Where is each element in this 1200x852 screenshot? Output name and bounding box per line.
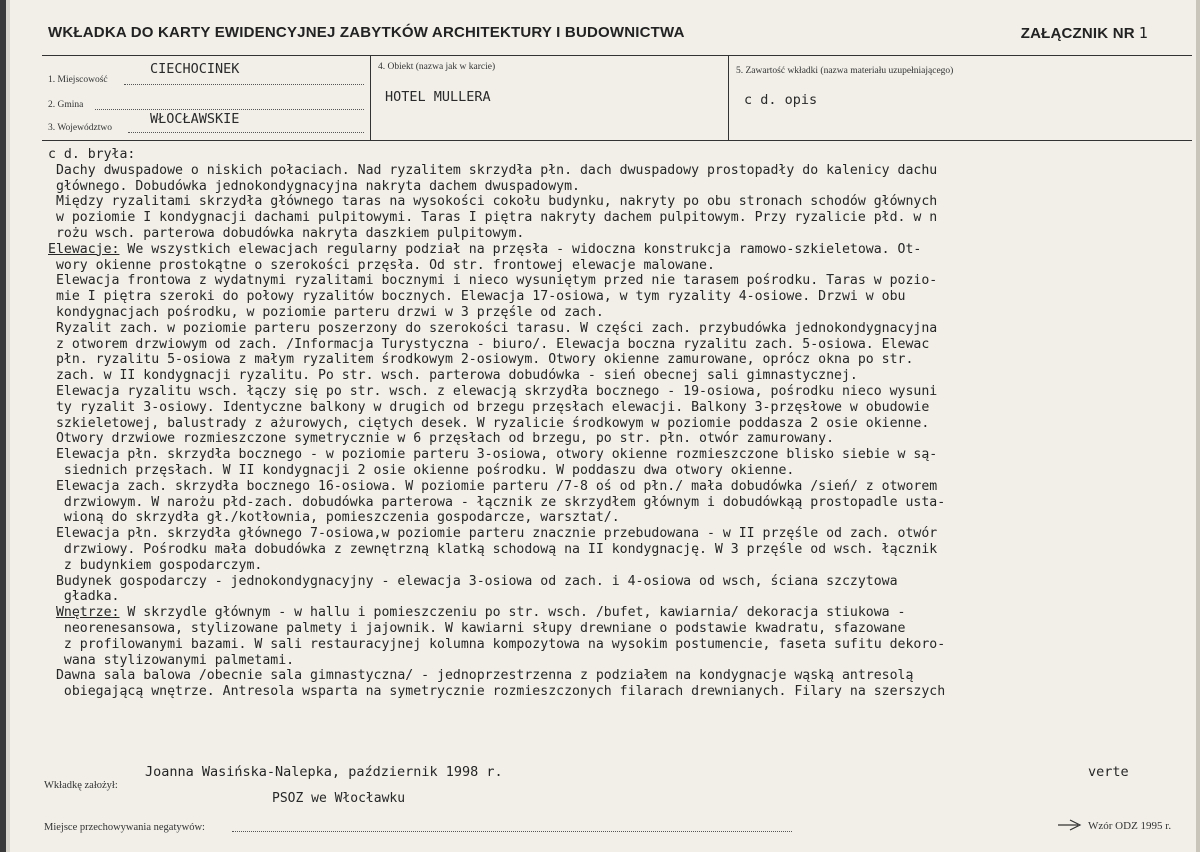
form-header: [48, 18, 1188, 48]
text-line: Elewacja płn. skrzydła bocznego - w poziomie parteru 3-osiowa, otwory okienne rozmieszczone blisko siebie w są-: [48, 447, 938, 463]
text-line: c d. bryła:: [48, 147, 136, 162]
text-line: Elewacja ryzalitu wsch. łączy się po str. wsch. z elewacją skrzydła bocznego - 19-osiowa, pośrodku nieco wysuni: [48, 383, 938, 399]
scan-edge-right: [1196, 0, 1200, 852]
verte-note: verte: [1088, 764, 1129, 780]
scan-edge-shade: [6, 0, 10, 852]
field-bottom-border: [42, 140, 1192, 141]
annex-number: 1: [1138, 24, 1148, 42]
text-line: Dachy dwuspadowe o niskich połaciach. Nad ryzalitem skrzydła płn. dach dwuspadowy prostopadły do kalenicy dachu: [48, 162, 938, 178]
field3-dots: [128, 132, 364, 133]
field1-label: 1. Miejscowość: [48, 75, 108, 85]
text-line: z budynkiem gospodarczym.: [48, 557, 263, 573]
text-line: Ryzalit zach. w poziomie parteru poszerzony do szerokości tarasu. W części zach. przybudówka jednokondygnacyjna: [48, 320, 938, 336]
annex-label-text: ZAŁĄCZNIK NR: [1020, 25, 1135, 42]
text-line: obiegającą wnętrze. Antresola wsparta na symetrycznie rozmieszczonych filarach drewnianych. Filary na szerszych: [48, 684, 946, 700]
annex-label: [1021, 24, 1148, 42]
text-line: Elewacja zach. skrzydła bocznego 16-osiowa. W poziomie parteru /7-8 oś od płn./ mała dobudówka /sień/ z otworem: [48, 478, 938, 494]
text-line: szkieletowej, balustrady z ażurowych, ciętych desek. W ryzalicie środkowym w poziomie poddasza 2 osie okienne.: [48, 415, 930, 431]
field5-label: 5. Zawartość wkładki (nazwa materiału uzupełniającego): [736, 66, 954, 76]
field4-value: HOTEL MULLERA: [385, 89, 491, 105]
text-line: płn. ryzalitu 5-osiowa z małym ryzalitem środkowym 2-osiowym. Otwory okienne zamurowane, oprócz okna po str.: [48, 352, 914, 368]
text-line: z profilowanymi bazami. W sali restauracyjnej kolumna kompozytowa na wysokim postumencie, faseta sufitu dekoro-: [48, 636, 946, 652]
text-line: Elewacje: We wszystkich elewacjach regularny podział na przęsła - widoczna konstrukcja ramowo-szkieletowa. Ot-: [48, 241, 922, 257]
field4-label: 4. Obiekt (nazwa jak w karcie): [378, 62, 496, 72]
text-line: zach. w II kondygnacji ryzalitu. Po str. wsch. parterowa dobudówka - sień obecnej sali gimnastycznej.: [48, 368, 858, 384]
field3-value: WŁOCŁAWSKIE: [150, 111, 240, 127]
field1-value: CIECHOCINEK: [150, 61, 240, 77]
field-divider-1: [370, 55, 371, 140]
author-value: Joanna Wasińska-Nalepka, październik 1998 r.: [145, 764, 503, 780]
form-title: WKŁADKA DO KARTY EWIDENCYJNEJ ZABYTKÓW ARCHITEKTURY I BUDOWNICTWA: [48, 24, 685, 41]
text-line: Między ryzalitami skrzydła głównego taras na wysokości cokołu budynku, nakryty po obu stronach schodów głównych: [48, 194, 938, 210]
text-line: Dawna sala balowa /obecnie sala gimnastyczna/ - jednoprzestrzenna z podziałem na kondygnacje wąską antresolą: [48, 668, 914, 684]
description-text: [48, 147, 1188, 700]
text-line: wory okienne prostokątne o szerokości przęsła. Od str. frontowej elewacje malowane.: [48, 257, 715, 273]
section-heading: Wnętrze:: [55, 605, 120, 621]
field3-label: 3. Województwo: [48, 123, 112, 133]
text-line: z otworem drzwiowym od zach. /Informacja Turystyczna - biuro/. Elewacja boczna ryzalitu zach. 5-osiowa. Elewac: [48, 336, 930, 352]
text-line: wioną do skrzydła gł./kotłownia, pomieszczenia gospodarcze, warsztat/.: [48, 510, 620, 526]
field1-dots: [124, 84, 364, 85]
text-line: drzwiowym. W narożu płd-zach. dobudówka parterowa - łącznik ze skrzydłem głównym i dobudówkąą prostopadle usta-: [48, 494, 946, 510]
text-line: mie I piętra szeroki do połowy ryzalitów bocznych. Elewacja 17-osiowa, w tym ryzality 4-osiowe. Drzwi w obu: [48, 289, 906, 305]
text-line: Elewacja płn. skrzydła głównego 7-osiowa,w poziomie parteru znacznie przebudowana - w II przęśle od zach. otwór: [48, 526, 938, 542]
form-code: Wzór ODZ 1995 r.: [1088, 820, 1172, 832]
institution-stamp: PSOZ we Włocławku: [272, 791, 406, 806]
text-line: Elewacja frontowa z wydatnymi ryzalitami bocznymi i nieco wysuniętym przed nie tarasem pośrodku. Taras w pozio-: [48, 273, 938, 289]
text-line: rożu wsch. parterowa dobudówka nakryta daszkiem pulpitowym.: [48, 225, 525, 241]
field-divider-2: [728, 55, 729, 140]
negatives-label: Miejsce przechowywania negatywów:: [44, 822, 205, 833]
text-line: w poziomie I kondygnacji dachami pulpitowymi. Taras I piętra nakryty dachem pulpitowym. Przy ryzalicie płd. w n: [48, 210, 938, 226]
author-label: Wkładkę założył:: [44, 780, 118, 791]
text-line: neorenesansowa, stylizowane palmety i jajownik. W kawiarni słupy drewniane o podstawie kwadratu, sfazowane: [48, 620, 906, 636]
text-line: drzwiowy. Pośrodku mała dobudówka z zewnętrzną klatką schodową na II kondygnację. W 3 przęśle od wsch. łącznik: [48, 541, 938, 557]
text-line: kondygnacjach pośrodku, w poziomie parteru drzwi w 3 przęśle od zach.: [48, 304, 604, 320]
text-line: siednich przęsłach. W II kondygnacji 2 osie okienne pośrodku. W poddaszu dwa otwory okienne.: [48, 462, 795, 478]
text-line: Otwory drzwiowe rozmieszczone symetrycznie w 6 przęsłach od brzegu, po str. płn. otwór zamurowany.: [48, 431, 835, 447]
section-heading: Elewacje:: [48, 241, 120, 257]
text-line: ty ryzalit 3-osiowy. Identyczne balkony w drugich od brzegu przęsłach elewacji. Balkony 3-przęsłowe w obudowie: [48, 399, 930, 415]
text-line: Budynek gospodarczy - jednokondygnacyjny - elewacja 3-osiowa od zach. i 4-osiowa od wsch, ściana szczytowa: [48, 573, 898, 589]
field5-value: c d. opis: [744, 92, 818, 108]
text-line: wana stylizowanymi palmetami.: [48, 652, 295, 668]
text-line: głównego. Dobudówka jednokondygnacyjna nakryta dachem dwuspadowym.: [48, 178, 580, 194]
text-line: Wnętrze: W skrzydle głównym - w hallu i pomieszczeniu po str. wsch. /bufet, kawiarnia/ dekoracja stiukowa -: [55, 605, 906, 621]
arrow-right-icon: [1056, 818, 1084, 832]
negatives-dots: [232, 831, 792, 832]
text-line: gładka.: [48, 589, 120, 605]
field2-dots: [95, 109, 364, 110]
field2-label: 2. Gmina: [48, 100, 84, 110]
